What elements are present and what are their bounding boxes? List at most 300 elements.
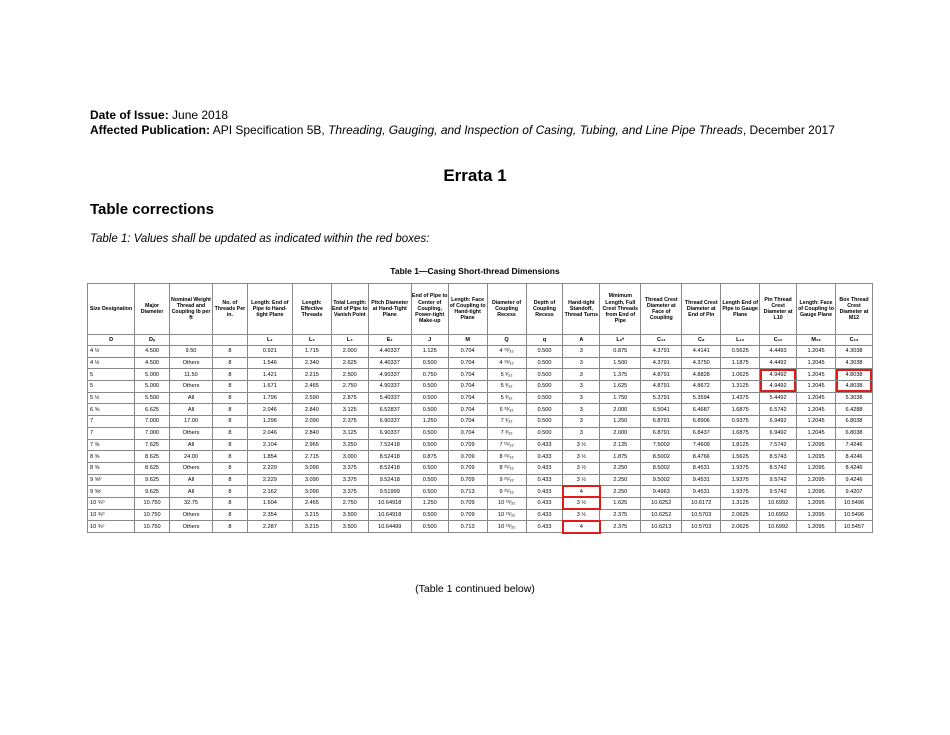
table-cell: 4.90337: [368, 381, 411, 393]
table-row: [88, 497, 873, 509]
table-cell: 0.500: [526, 381, 563, 393]
table-cell: All: [169, 474, 212, 486]
table-row: [88, 357, 873, 369]
table-cell: 3: [563, 427, 600, 439]
table-cell: 10.6252: [641, 509, 682, 521]
table-cell: 2.090: [292, 416, 331, 428]
table-caption: Table 1—Casing Short-thread Dimensions: [390, 266, 560, 276]
table-cell: 9.4963: [641, 486, 682, 498]
table-cell: 8.52418: [368, 462, 411, 474]
table-cell: 0.433: [526, 486, 563, 498]
table-cell: 8 ⅝: [88, 451, 135, 463]
table-cell: 1.625: [600, 381, 641, 393]
table-cell: 4.4493: [760, 346, 797, 358]
table-cell: 0.500: [411, 439, 448, 451]
table-cell: 3.375: [331, 486, 368, 498]
table-cell: 9 ⅝ᵇ: [88, 474, 135, 486]
table-cell: 1.2095: [797, 509, 836, 521]
table-row: [88, 439, 873, 451]
table-cell: 2.250: [600, 486, 641, 498]
table-cell: 5 ³⁄₃₂: [487, 369, 526, 381]
table-cell: 1.671: [247, 381, 292, 393]
table-cell: 0.433: [526, 509, 563, 521]
table-cell: 8 ⅝: [88, 462, 135, 474]
table-cell: 6.8437: [682, 427, 721, 439]
column-header: Length: Effective Threads: [292, 284, 331, 335]
table-cell: 0.709: [448, 509, 487, 521]
table-cell: 10.6992: [760, 509, 797, 521]
table-cell: 4.9492: [760, 381, 797, 393]
table-row: [88, 369, 873, 381]
table-cell: 8.5743: [760, 451, 797, 463]
table-cell: 5.000: [135, 381, 170, 393]
table-cell: 7.000: [135, 427, 170, 439]
table-cell: 1.2045: [797, 404, 836, 416]
table-cell: 8.4531: [682, 462, 721, 474]
table-cell: 6.52837: [368, 404, 411, 416]
table-cell: 1.854: [247, 451, 292, 463]
table-cell: 1.250: [411, 416, 448, 428]
casing-dimensions-table: [87, 283, 873, 533]
table-cell: 8: [213, 357, 248, 369]
table-cell: 2.229: [247, 474, 292, 486]
table-cell: 7.625: [135, 439, 170, 451]
column-header: Hand-tight Standoff, Thread Turns: [563, 284, 600, 335]
table-cell: 0.500: [411, 509, 448, 521]
table-cell: 2.046: [247, 427, 292, 439]
table-cell: 0.500: [526, 369, 563, 381]
table-cell: 0.433: [526, 451, 563, 463]
table-row: [88, 346, 873, 358]
table-cell: 8.625: [135, 462, 170, 474]
table-cell: 1.2095: [797, 521, 836, 533]
table-cell: Others: [169, 521, 212, 533]
table-cell: 5.40337: [368, 392, 411, 404]
column-symbol: C₁₂: [835, 335, 872, 346]
table-cell: 10.6172: [682, 497, 721, 509]
column-header: Length: End of Pipe to Hand-tight Plane: [247, 284, 292, 335]
table-cell: 3.375: [331, 462, 368, 474]
table-cell: 8.4246: [835, 451, 872, 463]
table-cell: 8: [213, 346, 248, 358]
table-cell: 0.709: [448, 474, 487, 486]
table-cell: 1.296: [247, 416, 292, 428]
table-cell: 1.4375: [721, 392, 760, 404]
column-symbol: C₈: [682, 335, 721, 346]
table-cell: 1.500: [600, 357, 641, 369]
table-row: [88, 404, 873, 416]
table-cell: 6.90337: [368, 416, 411, 428]
table-cell: 3.000: [331, 451, 368, 463]
table-cell: 1.2045: [797, 357, 836, 369]
column-symbol: M₁₂: [797, 335, 836, 346]
table-cell: 0.500: [526, 416, 563, 428]
table-cell: 2.046: [247, 404, 292, 416]
table-cell: 4.3038: [835, 357, 872, 369]
column-symbol: L₂: [292, 335, 331, 346]
table-cell: 10.6252: [641, 497, 682, 509]
table-cell: 8: [213, 509, 248, 521]
table-cell: 1.5625: [721, 451, 760, 463]
table-cell: 2.162: [247, 486, 292, 498]
table-cell: 2.375: [600, 509, 641, 521]
table-cell: 7: [88, 416, 135, 428]
table-cell: 6.8906: [682, 416, 721, 428]
table-cell: 2.000: [600, 404, 641, 416]
table-cell: 4 ½: [88, 357, 135, 369]
publication-suffix: , December 2017: [742, 123, 835, 137]
table-cell: 6 ⅝: [88, 404, 135, 416]
table-cell: 1.2045: [797, 392, 836, 404]
table-header-row: [88, 284, 873, 335]
table-cell: 6 ²³⁄₃₂: [487, 404, 526, 416]
table-cell: 32.75: [169, 497, 212, 509]
table-cell: 0.500: [526, 392, 563, 404]
table-cell: 1.715: [292, 346, 331, 358]
table-cell: 11.50: [169, 369, 212, 381]
table-cell: 0.500: [411, 427, 448, 439]
table-cell: 2.840: [292, 404, 331, 416]
table-cell: 10 ²⁹⁄₃₂: [487, 521, 526, 533]
table-cell: Others: [169, 381, 212, 393]
table-cell: 1.8125: [721, 439, 760, 451]
table-cell: 8: [213, 474, 248, 486]
table-cell: 10.5457: [835, 521, 872, 533]
column-symbol: [213, 335, 248, 346]
table-cell: 0.713: [448, 521, 487, 533]
column-symbol: E₁: [368, 335, 411, 346]
table-cell: 10.64918: [368, 509, 411, 521]
table-cell: 1.2095: [797, 451, 836, 463]
table-cell: 10.750: [135, 509, 170, 521]
table-cell: 2.0625: [721, 509, 760, 521]
table-cell: 10.5496: [835, 509, 872, 521]
table-cell: 0.500: [411, 474, 448, 486]
table-cell: 4.500: [135, 346, 170, 358]
table-cell: 4 ¹⁹⁄₃₂: [487, 346, 526, 358]
table-row: [88, 392, 873, 404]
page-title: Errata 1: [443, 166, 507, 185]
table-cell: 6.90337: [368, 427, 411, 439]
table-cell: 2.000: [600, 427, 641, 439]
column-header: Length: Face of Coupling to Hand-tight Plane: [448, 284, 487, 335]
column-header: Nominal Weight Thread and Coupling lb per ft: [169, 284, 212, 335]
table-cell: 7 ²⁵⁄₃₂: [487, 439, 526, 451]
table-cell: 0.921: [247, 346, 292, 358]
table-cell: 0.704: [448, 381, 487, 393]
table-cell: 4.8791: [641, 369, 682, 381]
table-cell: 3.215: [292, 509, 331, 521]
table-cell: 1.2095: [797, 462, 836, 474]
table-row: [88, 521, 873, 533]
table-cell: 1.0625: [721, 369, 760, 381]
table-cell: 7 ³⁄₃₂: [487, 416, 526, 428]
table-cell: 8.52418: [368, 451, 411, 463]
table-cell: 2.750: [331, 497, 368, 509]
table-cell: 1.2045: [797, 381, 836, 393]
table-cell: 2.465: [292, 381, 331, 393]
column-header: Depth of Coupling Recess: [526, 284, 563, 335]
table-cell: 10.6213: [641, 521, 682, 533]
table-cell: 5 ½: [88, 392, 135, 404]
table-cell: 4.4492: [760, 357, 797, 369]
table-cell: 10.6992: [760, 497, 797, 509]
table-cell: 2.965: [292, 439, 331, 451]
table-cell: 3: [563, 392, 600, 404]
table-cell: 4.3038: [835, 346, 872, 358]
table-cell: 1.6875: [721, 404, 760, 416]
table-cell: 1.2095: [797, 497, 836, 509]
table-cell: 3.375: [331, 474, 368, 486]
table-cell: 3 ½: [563, 439, 600, 451]
table-cell: 0.5625: [721, 346, 760, 358]
date-of-issue: [90, 108, 835, 123]
table-cell: 7.4609: [682, 439, 721, 451]
table-cell: 4.8828: [682, 369, 721, 381]
table-cell: 1.2095: [797, 474, 836, 486]
table-cell: 3.215: [292, 521, 331, 533]
table-cell: 7.5002: [641, 439, 682, 451]
table-cell: 6.5041: [641, 404, 682, 416]
table-cell: 0.500: [526, 357, 563, 369]
affected-publication: [90, 123, 835, 138]
continued-note: (Table 1 continued below): [415, 583, 535, 595]
table-cell: 0.704: [448, 392, 487, 404]
table-row: [88, 509, 873, 521]
table-cell: 1.604: [247, 497, 292, 509]
date-value: June 2018: [172, 108, 229, 122]
table-cell: 4.3791: [641, 346, 682, 358]
table-cell: All: [169, 486, 212, 498]
table-cell: 2.375: [331, 416, 368, 428]
table-cell: 2.287: [247, 521, 292, 533]
table-cell: 2.354: [247, 509, 292, 521]
table-cell: 9.4531: [682, 474, 721, 486]
table-cell: 1.125: [411, 346, 448, 358]
table-cell: 0.704: [448, 346, 487, 358]
column-symbol: Dₒ: [135, 335, 170, 346]
table-cell: All: [169, 439, 212, 451]
table-cell: 7 ³⁄₃₂: [487, 427, 526, 439]
table-cell: 6.8038: [835, 427, 872, 439]
table-cell: 10.5496: [835, 497, 872, 509]
table-cell: 10 ²⁹⁄₃₂: [487, 497, 526, 509]
table-cell: 1.625: [600, 497, 641, 509]
table-cell: 5.4492: [760, 392, 797, 404]
table-cell: 10 ¾ᵇ: [88, 497, 135, 509]
table-row: [88, 416, 873, 428]
table-cell: All: [169, 404, 212, 416]
table-cell: 2.000: [331, 346, 368, 358]
table-cell: 5.3791: [641, 392, 682, 404]
column-symbol: L₆ᵃ: [600, 335, 641, 346]
table-cell: 9 ²⁵⁄₃₂: [487, 486, 526, 498]
table-cell: 9.5742: [760, 474, 797, 486]
section-title: Table corrections: [90, 201, 214, 218]
table-cell: 1.3125: [721, 381, 760, 393]
column-header: Major Diameter: [135, 284, 170, 335]
column-header: Length: Face of Coupling to Gauge Plane: [797, 284, 836, 335]
table-cell: 0.9375: [721, 416, 760, 428]
table-cell: 8.4246: [835, 462, 872, 474]
table-cell: 3: [563, 357, 600, 369]
column-header: Size Designation: [88, 284, 135, 335]
table-cell: 8: [213, 381, 248, 393]
table-row: [88, 451, 873, 463]
table-cell: 9 ⅝ᶜ: [88, 486, 135, 498]
table-cell: 2.750: [331, 381, 368, 393]
table-cell: 0.433: [526, 497, 563, 509]
table-cell: 5 ³⁄₃₂: [487, 392, 526, 404]
table-cell: 8.5742: [760, 462, 797, 474]
table-cell: 4.90337: [368, 369, 411, 381]
table-cell: All: [169, 392, 212, 404]
table-cell: 7.000: [135, 416, 170, 428]
table-cell: 2.250: [600, 462, 641, 474]
table-body: [88, 346, 873, 533]
column-symbol: A: [563, 335, 600, 346]
column-header: Pin Thread Crest Diameter at L10: [760, 284, 797, 335]
table-cell: 5.000: [135, 369, 170, 381]
table-cell: 6.8791: [641, 427, 682, 439]
table-cell: 8: [213, 392, 248, 404]
table-cell: 0.433: [526, 521, 563, 533]
table-cell: 0.709: [448, 462, 487, 474]
table-cell: 2.875: [331, 392, 368, 404]
table-cell: 2.465: [292, 497, 331, 509]
publication-title: Threading, Gauging, and Inspection of Casing, Tubing, and Line Pipe Threads: [328, 123, 743, 137]
table-cell: 3.500: [331, 521, 368, 533]
table-cell: 0.704: [448, 427, 487, 439]
table-cell: 1.1875: [721, 357, 760, 369]
table-cell: 9.4207: [835, 486, 872, 498]
table-cell: 6.9492: [760, 427, 797, 439]
table-cell: 2.375: [600, 521, 641, 533]
table-cell: 2.500: [331, 369, 368, 381]
table-cell: 2.715: [292, 451, 331, 463]
table-cell: 24.00: [169, 451, 212, 463]
table-cell: 3.125: [331, 427, 368, 439]
column-symbol: L₁₀: [721, 335, 760, 346]
column-symbol: M: [448, 335, 487, 346]
table-cell: 0.433: [526, 462, 563, 474]
table-cell: 8: [213, 521, 248, 533]
table-cell: 5: [88, 369, 135, 381]
table-cell: 9.50: [169, 346, 212, 358]
column-header: Box Thread Crest Diameter at M12: [835, 284, 872, 335]
table-cell: 1.2045: [797, 369, 836, 381]
table-cell: 0.500: [526, 427, 563, 439]
table-cell: Others: [169, 462, 212, 474]
table-cell: 7.5742: [760, 439, 797, 451]
table-cell: 7: [88, 427, 135, 439]
table-cell: 0.750: [411, 369, 448, 381]
table-cell: 0.704: [448, 416, 487, 428]
table-cell: 10.5703: [682, 509, 721, 521]
table-cell: 4.3791: [641, 357, 682, 369]
table-row: [88, 381, 873, 393]
table-cell: 1.375: [600, 369, 641, 381]
table-row: [88, 474, 873, 486]
table-cell: 3: [563, 346, 600, 358]
table-cell: 5.3594: [682, 392, 721, 404]
table-cell: 10.750: [135, 497, 170, 509]
table-cell: 10.64499: [368, 521, 411, 533]
column-header: Pitch Diameter at Hand-Tight Plane: [368, 284, 411, 335]
table-cell: 0.433: [526, 474, 563, 486]
table-cell: 0.704: [448, 369, 487, 381]
table-cell: 3: [563, 416, 600, 428]
table-cell: 8: [213, 497, 248, 509]
table-cell: 7.52418: [368, 439, 411, 451]
table-cell: 6.8038: [835, 416, 872, 428]
table-cell: 0.500: [526, 346, 563, 358]
table-cell: 1.2095: [797, 486, 836, 498]
table-cell: 5: [88, 381, 135, 393]
table-cell: 1.250: [600, 416, 641, 428]
table-cell: 9.5002: [641, 474, 682, 486]
table-cell: 6.9492: [760, 416, 797, 428]
table-cell: 5.500: [135, 392, 170, 404]
table-cell: 0.704: [448, 404, 487, 416]
table-cell: 0.500: [411, 381, 448, 393]
table-cell: 10.6992: [760, 521, 797, 533]
table-cell: 8: [213, 416, 248, 428]
table-cell: 4 ½: [88, 346, 135, 358]
table-cell: 4.40337: [368, 357, 411, 369]
table-cell: 2.625: [331, 357, 368, 369]
table-cell: 1.9375: [721, 462, 760, 474]
table-cell: 0.875: [600, 346, 641, 358]
table-cell: 5 ³⁄₃₂: [487, 381, 526, 393]
table-cell: 3: [563, 404, 600, 416]
table-cell: 0.713: [448, 486, 487, 498]
table-cell: 1.421: [247, 369, 292, 381]
table-cell: 4: [563, 486, 600, 498]
column-header: Thread Crest Diameter at End of Pin: [682, 284, 721, 335]
table-cell: 2.840: [292, 427, 331, 439]
publication-label: Affected Publication:: [90, 123, 211, 137]
table-cell: 1.2095: [797, 439, 836, 451]
table-cell: 7.4246: [835, 439, 872, 451]
table-cell: 2.340: [292, 357, 331, 369]
table-cell: 4: [563, 521, 600, 533]
table-cell: 1.546: [247, 357, 292, 369]
column-header: Minimum Length, Full Crest Threads from End of Pipe: [600, 284, 641, 335]
table-cell: 10.5703: [682, 521, 721, 533]
column-header: Total Length: End of Pipe to Vanish Point: [331, 284, 368, 335]
date-label: Date of Issue:: [90, 108, 169, 122]
table-cell: 8: [213, 404, 248, 416]
table-cell: 9 ²⁵⁄₃₂: [487, 474, 526, 486]
table-cell: 8 ²⁵⁄₃₂: [487, 462, 526, 474]
table-cell: 5.3038: [835, 392, 872, 404]
table-cell: 3.090: [292, 462, 331, 474]
table-cell: 1.796: [247, 392, 292, 404]
table-cell: 1.2045: [797, 346, 836, 358]
table-cell: 3.250: [331, 439, 368, 451]
table-cell: 4.8791: [641, 381, 682, 393]
table-cell: 4.8672: [682, 381, 721, 393]
table-cell: 10 ¾ᶜ: [88, 521, 135, 533]
column-symbol: q: [526, 335, 563, 346]
table-cell: 8: [213, 451, 248, 463]
table-cell: 8: [213, 369, 248, 381]
table-cell: 0.875: [411, 451, 448, 463]
table-cell: 4.9492: [760, 369, 797, 381]
table-cell: 9.625: [135, 474, 170, 486]
table-cell: 0.500: [411, 486, 448, 498]
